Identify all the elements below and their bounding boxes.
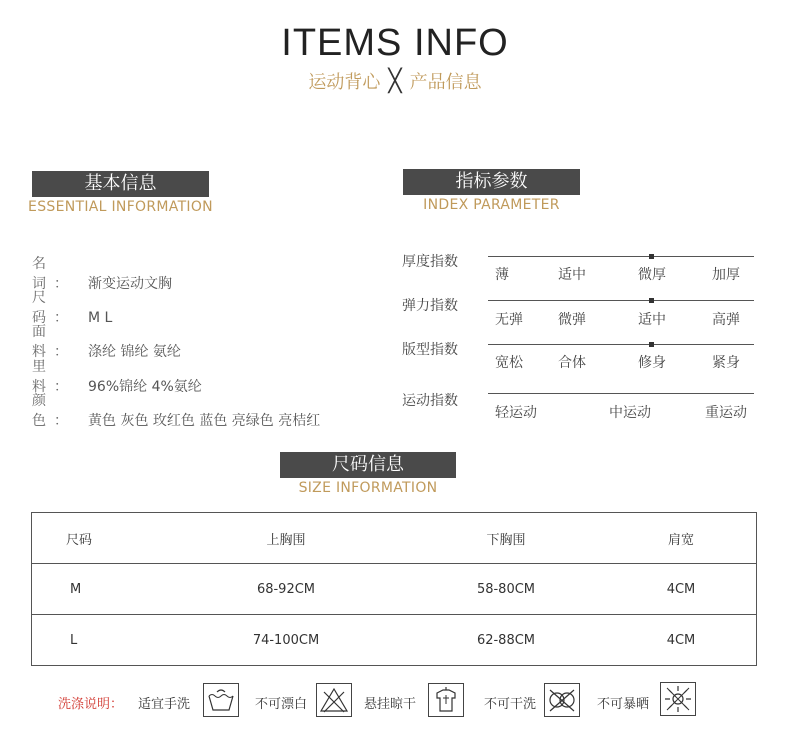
care-item-label: 悬挂晾干: [364, 697, 417, 712]
tick: 合体: [558, 355, 586, 371]
cell: 62-88CM: [406, 615, 606, 666]
thickness-scale: [488, 256, 754, 257]
param-sport: 运动指数: [402, 393, 458, 409]
col-header: 尺码: [66, 532, 93, 548]
table-row: [32, 615, 757, 666]
tick: 薄: [495, 267, 509, 283]
cell: 68-92CM: [166, 564, 406, 615]
cross-icon: ╳: [388, 69, 402, 94]
tick: 适中: [638, 312, 666, 328]
col-header: 上胸围: [266, 532, 306, 548]
tick: 紧身: [712, 355, 740, 371]
tick: 轻运动: [495, 405, 537, 421]
index-subtitle: INDEX PARAMETER: [423, 197, 560, 213]
param-elasticity: 弹力指数: [402, 298, 458, 314]
subtitle-left: 运动背心: [308, 72, 381, 93]
fit-marker: [649, 342, 654, 347]
sport-scale: [488, 393, 754, 394]
cell: 4CM: [606, 564, 757, 615]
care-item-label: 不可漂白: [255, 697, 308, 712]
cell: 74-100CM: [166, 615, 406, 666]
care-item-label: 不可暴晒: [597, 697, 650, 712]
info-row-color: 颜 色： 黄色 灰色 玫红色 蓝色 亮绿色 亮桔红: [32, 393, 321, 429]
no-bleach-icon: [316, 683, 352, 717]
tick: 重运动: [705, 405, 747, 421]
size-header: 尺码信息: [280, 452, 456, 478]
elasticity-marker: [649, 298, 654, 303]
info-row-size: 尺 码： M L: [32, 290, 113, 326]
size-table: [31, 512, 757, 666]
basic-info-subtitle: ESSENTIAL INFORMATION: [28, 199, 213, 215]
index-header: 指标参数: [403, 169, 580, 195]
tick: 高弹: [712, 312, 740, 328]
tick: 适中: [558, 267, 586, 283]
cell: L: [32, 615, 167, 666]
info-row-name: 名 词： 渐变运动文胸: [32, 256, 172, 292]
fit-scale: [488, 344, 754, 345]
care-item-label: 适宜手洗: [138, 697, 191, 712]
thickness-marker: [649, 254, 654, 259]
page-subtitle: [0, 68, 790, 94]
size-subtitle: SIZE INFORMATION: [298, 480, 438, 496]
cell: 4CM: [606, 615, 757, 666]
table-header-row: [32, 513, 757, 564]
cell: M: [32, 564, 167, 615]
tick: 宽松: [495, 355, 523, 371]
elasticity-scale: [488, 300, 754, 301]
page-title: ITEMS INFO: [281, 22, 509, 64]
param-thickness: 厚度指数: [402, 254, 458, 270]
no-dry-clean-icon: [544, 683, 580, 717]
tick: 中运动: [609, 405, 651, 421]
tick: 无弹: [495, 312, 523, 328]
col-header: 肩宽: [667, 532, 694, 548]
tick: 微弹: [558, 312, 586, 328]
hang-dry-icon: [428, 683, 464, 717]
basic-info-header: 基本信息: [32, 171, 209, 197]
table-row: [32, 564, 757, 615]
subtitle-right: 产品信息: [409, 72, 482, 93]
tick: 加厚: [712, 267, 740, 283]
col-header: 下胸围: [486, 532, 526, 548]
tick: 微厚: [638, 267, 666, 283]
param-fit: 版型指数: [402, 342, 458, 358]
care-label: 洗涤说明：: [58, 697, 124, 712]
cell: 58-80CM: [406, 564, 606, 615]
tick: 修身: [638, 355, 666, 371]
info-row-fabric: 面 料： 涤纶 锦纶 氨纶: [32, 324, 181, 360]
no-sun-icon: [660, 682, 696, 716]
info-row-lining: 里 料： 96%锦纶 4%氨纶: [32, 359, 202, 395]
care-item-label: 不可干洗: [484, 697, 537, 712]
hand-wash-icon: [203, 683, 239, 717]
